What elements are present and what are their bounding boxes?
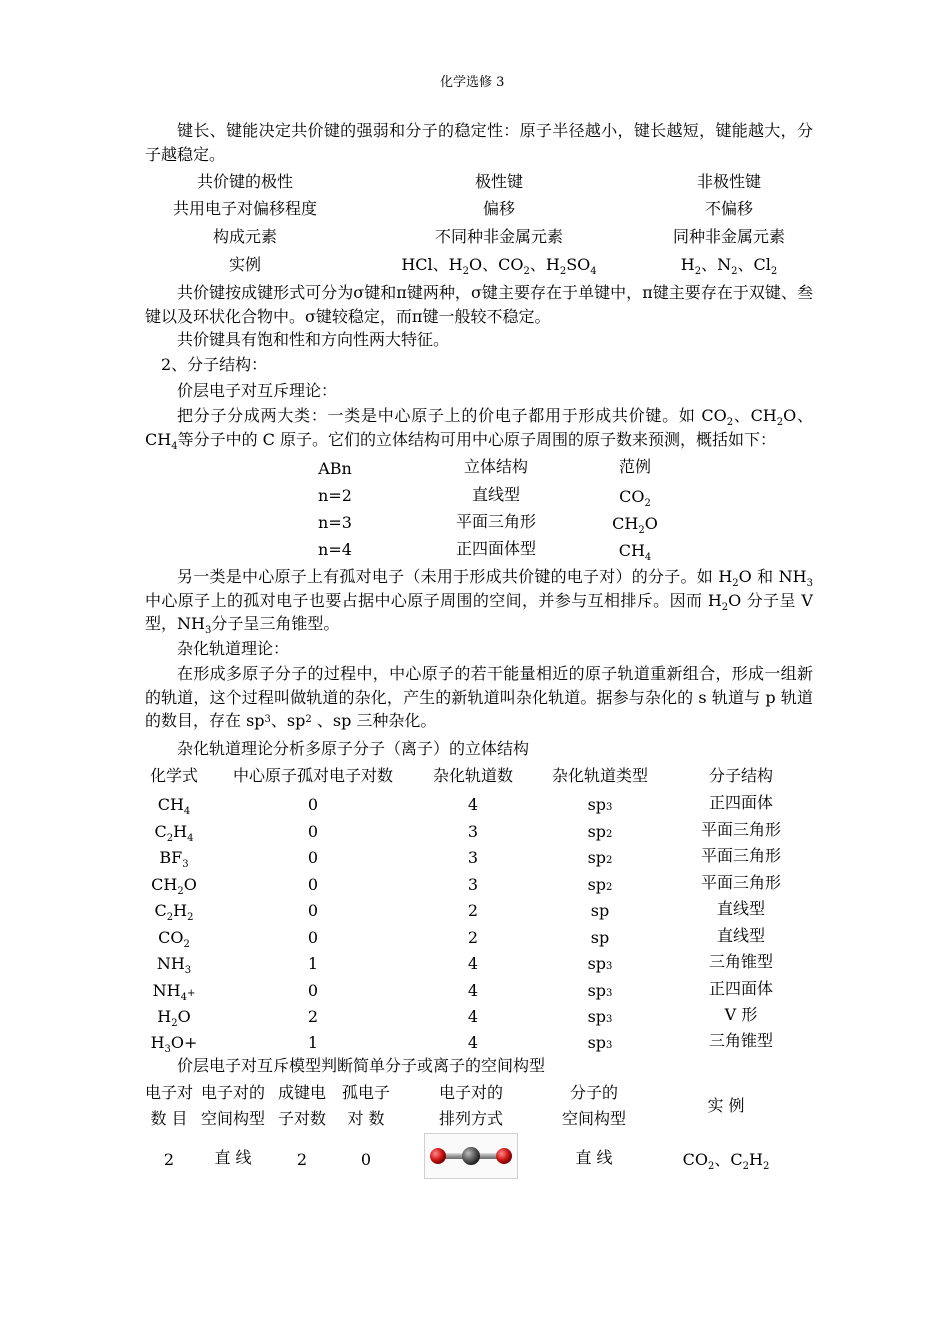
abn-shape: 平面三角形 (455, 512, 537, 531)
hybrid-structure: 直线型 (716, 899, 766, 918)
hybrid-table-title: 杂化轨道理论分析多原子分子（离子）的立体结构 (177, 739, 530, 758)
vsepr-example-value: $CO_2$、$C_2H_2$ (682, 1150, 770, 1172)
hybrid-structure: 正四面体 (708, 979, 774, 998)
hybrid-orbital-count: 4 (467, 1007, 479, 1026)
paragraph-hybridization: 在形成多原子分子的过程中，中心原子的若干能量相近的原子轨道重新组合，形成一组新的轨道，这个过程叫做轨道的杂化，产生的新轨道叫杂化轨道。据参与杂化的 s 轨道与 p 轨道的数目，存在 $sp^3$、$sp^2$ 、sp 三种杂化。 (145, 664, 813, 730)
hybrid-lone-pairs: 0 (307, 822, 319, 841)
vsepr-pairs-value: 2 (163, 1150, 175, 1169)
polarity-row1-nonpolar: 不偏移 (704, 199, 754, 218)
abn-example: $CH_2O$ (612, 514, 658, 536)
hybrid-orbital-type: sp (590, 901, 610, 920)
vsepr-theory-title: 价层电子对互斥理论： (177, 381, 338, 400)
hybrid-orbital-count: 4 (467, 954, 479, 973)
hybrid-structure: V 形 (724, 1005, 758, 1024)
vsepr-bonding-value: 2 (296, 1150, 308, 1169)
hybrid-formula: $H_3O+$ (150, 1033, 198, 1055)
hybrid-orbital-count: 3 (467, 848, 479, 867)
hybrid-formula: $CH_2O$ (151, 875, 197, 897)
hybrid-orbital-type: sp2 (587, 848, 613, 867)
abn-shape: 正四面体型 (455, 539, 537, 558)
vsepr-shape-value: 直 线 (575, 1148, 613, 1167)
vsepr-header-lone-line2: 对 数 (347, 1109, 385, 1128)
paragraph-saturation: 共价键具有饱和性和方向性两大特征。 (177, 330, 450, 349)
page-header: 化学选修 3 (440, 75, 505, 90)
hybrid-orbital-type: sp2 (587, 822, 613, 841)
hybrid-orbital-type: sp3 (587, 981, 613, 1000)
vsepr-header-geometry-line2: 空间构型 (200, 1109, 266, 1128)
hybrid-orbital-count: 3 (467, 875, 479, 894)
vsepr-model-title: 价层电子对互斥模型判断简单分子或离子的空间构型 (177, 1056, 546, 1075)
hybrid-lone-pairs: 1 (307, 1033, 319, 1052)
hybrid-orbital-type: sp (590, 928, 610, 947)
hybrid-header-orbital-count: 杂化轨道数 (432, 766, 514, 785)
hybrid-orbital-type: sp3 (587, 954, 613, 973)
vsepr-header-shape-line2: 空间构型 (561, 1109, 627, 1128)
hybrid-structure: 三角锥型 (708, 952, 774, 971)
hybrid-orbital-type: sp3 (587, 795, 613, 814)
polarity-example-polar: HCl、$H_2O$、$CO_2$、$H_2SO_4$ (401, 255, 597, 277)
hybrid-orbital-count: 2 (467, 901, 479, 920)
hybrid-lone-pairs: 0 (307, 928, 319, 947)
vsepr-header-pairs-line1: 电子对 (144, 1083, 194, 1102)
hybrid-theory-title: 杂化轨道理论： (177, 639, 290, 658)
polarity-row1-label: 共用电子对偏移程度 (172, 199, 318, 218)
hybrid-lone-pairs: 0 (307, 901, 319, 920)
polarity-header-3: 非极性键 (696, 172, 762, 191)
abn-n-value: n=2 (318, 486, 352, 505)
linear-molecule-image (424, 1133, 518, 1179)
hybrid-lone-pairs: 0 (307, 848, 319, 867)
hybrid-lone-pairs: 0 (307, 795, 319, 814)
polarity-example-label: 实例 (228, 255, 262, 274)
abn-n-value: n=3 (318, 513, 352, 532)
hybrid-orbital-type: sp3 (587, 1007, 613, 1026)
hybrid-orbital-type: sp3 (587, 1033, 613, 1052)
vsepr-header-bonding-line1: 成键电 (277, 1083, 327, 1102)
hybrid-formula: $C_2H_4$ (154, 822, 194, 844)
abn-example: $CO_2$ (619, 487, 651, 509)
abn-example: $CH_4$ (618, 541, 652, 563)
hybrid-formula: $C_2H_2$ (154, 901, 194, 923)
polarity-row2-nonpolar: 同种非金属元素 (672, 227, 786, 246)
hybrid-structure: 平面三角形 (700, 873, 782, 892)
section-heading-molecular-structure: 2、分子结构： (161, 355, 268, 374)
vsepr-header-arrangement-line2: 排列方式 (438, 1109, 504, 1128)
vsepr-header-pairs-line2: 数 目 (150, 1109, 188, 1128)
hybrid-structure: 三角锥型 (708, 1031, 774, 1050)
abn-n-value: n=4 (318, 540, 352, 559)
vsepr-header-example: 实 例 (707, 1096, 745, 1115)
polarity-row2-polar: 不同种非金属元素 (434, 227, 564, 246)
paragraph-lone-pairs: 另一类是中心原子上有孤对电子（未用于形成共价键的电子对）的分子。如 $H_2O$ 和 $NH_3$中心原子上的孤对电子也要占据中心原子周围的空间，并参与互相排斥。因而 $H_2O$ 分子呈 V 型，$NH_3$分子呈三角锥型。 (145, 567, 813, 636)
polarity-header-1: 共价键的极性 (196, 172, 294, 191)
hybrid-orbital-count: 3 (467, 822, 479, 841)
hybrid-orbital-count: 4 (467, 1033, 479, 1052)
hybrid-formula: $CO_2$ (158, 928, 190, 950)
paragraph-sigma-pi: 共价键按成键形式可分为σ键和π键两种，σ键主要存在于单键中，π键主要存在于双键、叁键以及环状化合物中。σ键较稳定，而π键一般较不稳定。 (145, 283, 813, 326)
hybrid-lone-pairs: 1 (307, 954, 319, 973)
hybrid-formula: $H_2O$ (157, 1007, 191, 1029)
hybrid-structure: 正四面体 (708, 793, 774, 812)
paragraph-two-classes: 把分子分成两大类：一类是中心原子上的价电子都用于形成共价键。如 $CO_2$、$CH_2O$、$CH_4$等分子中的 C 原子。它们的立体结构可用中心原子周围的原子数来预测，概括如下： (145, 406, 813, 452)
abn-header: ABn (318, 459, 352, 478)
polarity-row1-polar: 偏移 (482, 199, 516, 218)
hybrid-orbital-count: 4 (467, 981, 479, 1000)
hybrid-structure: 平面三角形 (700, 820, 782, 839)
abn-example-header: 范例 (618, 457, 652, 476)
hybrid-formula: $NH_4+$ (152, 981, 196, 1003)
hybrid-orbital-count: 2 (467, 928, 479, 947)
vsepr-lone-value: 0 (360, 1150, 372, 1169)
abn-shape: 直线型 (471, 485, 521, 504)
vsepr-geometry-value: 直 线 (214, 1148, 252, 1167)
vsepr-header-lone-line1: 孤电子 (341, 1083, 391, 1102)
co2-ball-stick-icon (425, 1134, 517, 1178)
vsepr-header-geometry-line1: 电子对的 (200, 1083, 266, 1102)
hybrid-orbital-type: sp2 (587, 875, 613, 894)
hybrid-header-lone-pairs: 中心原子孤对电子对数 (232, 766, 394, 785)
hybrid-orbital-count: 4 (467, 795, 479, 814)
hybrid-header-structure: 分子结构 (708, 766, 774, 785)
hybrid-header-orbital-type: 杂化轨道类型 (551, 766, 649, 785)
hybrid-lone-pairs: 2 (307, 1007, 319, 1026)
polarity-example-nonpolar: $H_2$、$N_2$、$Cl_2$ (680, 255, 778, 277)
abn-shape-header: 立体结构 (463, 457, 529, 476)
hybrid-structure: 平面三角形 (700, 846, 782, 865)
polarity-header-2: 极性键 (474, 172, 524, 191)
polarity-row2-label: 构成元素 (212, 227, 278, 246)
hybrid-header-formula: 化学式 (149, 766, 199, 785)
hybrid-formula: $CH_4$ (157, 795, 191, 817)
paragraph-bond-length: 键长、键能决定共价键的强弱和分子的稳定性：原子半径越小，键长越短，键能越大，分子越稳定。 (145, 121, 813, 164)
hybrid-formula: $BF_3$ (159, 848, 189, 870)
hybrid-formula: $NH_3$ (156, 954, 192, 976)
vsepr-header-bonding-line2: 子对数 (277, 1109, 327, 1128)
vsepr-header-shape-line1: 分子的 (569, 1083, 619, 1102)
hybrid-structure: 直线型 (716, 926, 766, 945)
hybrid-lone-pairs: 0 (307, 875, 319, 894)
vsepr-header-arrangement-line1: 电子对的 (438, 1083, 504, 1102)
hybrid-lone-pairs: 0 (307, 981, 319, 1000)
